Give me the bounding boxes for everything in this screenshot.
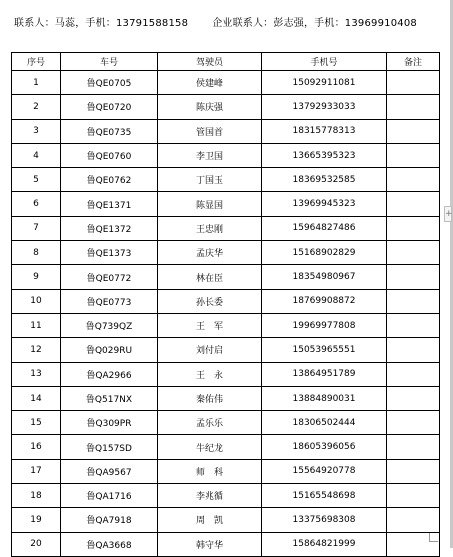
cell-seq: 19 bbox=[12, 508, 61, 532]
contact-label: 联系人：马蕊，手机： bbox=[14, 18, 116, 29]
cell-driver: 孙长委 bbox=[158, 289, 262, 313]
cell-phone: 13665395323 bbox=[262, 143, 387, 167]
cell-driver: 林在臣 bbox=[158, 265, 262, 289]
cell-seq: 7 bbox=[12, 216, 61, 240]
table-row bbox=[12, 241, 440, 265]
cell-note bbox=[387, 143, 440, 167]
table-row bbox=[12, 265, 440, 289]
cell-plate: 鲁QE1372 bbox=[61, 216, 158, 240]
cell-note bbox=[387, 168, 440, 192]
cell-note bbox=[387, 289, 440, 313]
cell-plate: 鲁Q029RU bbox=[61, 338, 158, 362]
cell-phone: 18369532585 bbox=[262, 168, 387, 192]
cell-note bbox=[387, 508, 440, 532]
cell-plate: 鲁QE0760 bbox=[61, 143, 158, 167]
table-row bbox=[12, 143, 440, 167]
cell-plate: 鲁Q739QZ bbox=[61, 313, 158, 337]
table-row bbox=[12, 484, 440, 508]
cell-driver: 周 凯 bbox=[158, 508, 262, 532]
cell-phone: 15564920778 bbox=[262, 459, 387, 483]
table-row bbox=[12, 216, 440, 240]
cell-seq: 11 bbox=[12, 313, 61, 337]
cell-seq: 2 bbox=[12, 95, 61, 119]
cell-phone: 18315778313 bbox=[262, 119, 387, 143]
cell-plate: 鲁QA3668 bbox=[61, 532, 158, 556]
cell-driver: 管国首 bbox=[158, 119, 262, 143]
header-seq: 序号 bbox=[12, 53, 61, 71]
cell-driver: 刘付启 bbox=[158, 338, 262, 362]
cell-seq: 12 bbox=[12, 338, 61, 362]
cell-seq: 5 bbox=[12, 168, 61, 192]
header-note: 备注 bbox=[387, 53, 440, 71]
cell-driver: 王忠刚 bbox=[158, 216, 262, 240]
cell-seq: 9 bbox=[12, 265, 61, 289]
table-row bbox=[12, 71, 440, 95]
company-contact-label: 企业联系人：彭志强，手机： bbox=[212, 18, 345, 29]
header-plate: 车号 bbox=[61, 53, 158, 71]
cell-phone: 18769908872 bbox=[262, 289, 387, 313]
table-row bbox=[12, 411, 440, 435]
cell-phone: 19969977808 bbox=[262, 313, 387, 337]
table-body bbox=[12, 71, 440, 557]
cell-plate: 鲁Q309PR bbox=[61, 411, 158, 435]
cell-note bbox=[387, 484, 440, 508]
cell-driver: 王 永 bbox=[158, 362, 262, 386]
table-row bbox=[12, 459, 440, 483]
cell-plate: 鲁QE0705 bbox=[61, 71, 158, 95]
cell-plate: 鲁QE1371 bbox=[61, 192, 158, 216]
cell-note bbox=[387, 265, 440, 289]
cell-plate: 鲁Q157SD bbox=[61, 435, 158, 459]
cell-note bbox=[387, 435, 440, 459]
header-phone: 手机号 bbox=[262, 53, 387, 71]
cell-seq: 14 bbox=[12, 386, 61, 410]
company-contact-phone: 13969910408 bbox=[344, 18, 417, 29]
cell-phone: 15092911081 bbox=[262, 71, 387, 95]
table-row bbox=[12, 435, 440, 459]
cell-seq: 10 bbox=[12, 289, 61, 313]
cell-note bbox=[387, 459, 440, 483]
cell-phone: 18354980967 bbox=[262, 265, 387, 289]
cell-plate: 鲁QE0773 bbox=[61, 289, 158, 313]
cell-plate: 鲁QE0735 bbox=[61, 119, 158, 143]
cell-driver: 孟乐乐 bbox=[158, 411, 262, 435]
cell-seq: 3 bbox=[12, 119, 61, 143]
cell-driver: 秦佑伟 bbox=[158, 386, 262, 410]
cell-plate: 鲁QE0762 bbox=[61, 168, 158, 192]
cell-seq: 6 bbox=[12, 192, 61, 216]
cell-note bbox=[387, 216, 440, 240]
table-row bbox=[12, 508, 440, 532]
contact-info-line bbox=[14, 16, 444, 32]
cell-plate: 鲁QE0720 bbox=[61, 95, 158, 119]
cell-seq: 15 bbox=[12, 411, 61, 435]
cell-driver: 李卫国 bbox=[158, 143, 262, 167]
cell-note bbox=[387, 119, 440, 143]
table-row bbox=[12, 386, 440, 410]
cell-note bbox=[387, 95, 440, 119]
cell-phone: 15053965551 bbox=[262, 338, 387, 362]
cell-phone: 13969945323 bbox=[262, 192, 387, 216]
cell-driver: 陈显国 bbox=[158, 192, 262, 216]
table-row bbox=[12, 313, 440, 337]
cell-note bbox=[387, 338, 440, 362]
cell-phone: 15165548698 bbox=[262, 484, 387, 508]
cell-seq: 13 bbox=[12, 362, 61, 386]
cell-note bbox=[387, 241, 440, 265]
cell-phone: 13864951789 bbox=[262, 362, 387, 386]
table-row bbox=[12, 532, 440, 556]
cell-driver: 李兆循 bbox=[158, 484, 262, 508]
cell-plate: 鲁QA2966 bbox=[61, 362, 158, 386]
cell-phone: 13884890031 bbox=[262, 386, 387, 410]
cell-note bbox=[387, 313, 440, 337]
cell-driver: 陈庆强 bbox=[158, 95, 262, 119]
cell-driver: 韩守华 bbox=[158, 532, 262, 556]
cell-phone: 13792933033 bbox=[262, 95, 387, 119]
header-driver: 驾驶员 bbox=[158, 53, 262, 71]
table-row bbox=[12, 95, 440, 119]
cell-seq: 20 bbox=[12, 532, 61, 556]
cell-seq: 18 bbox=[12, 484, 61, 508]
driver-roster-table bbox=[11, 52, 440, 557]
table-row bbox=[12, 192, 440, 216]
cell-phone: 15864821999 bbox=[262, 532, 387, 556]
cell-plate: 鲁QE1373 bbox=[61, 241, 158, 265]
table-row bbox=[12, 119, 440, 143]
cell-note bbox=[387, 192, 440, 216]
cell-phone: 18605396056 bbox=[262, 435, 387, 459]
cell-note bbox=[387, 71, 440, 95]
cell-seq: 8 bbox=[12, 241, 61, 265]
table-row bbox=[12, 289, 440, 313]
cell-phone: 15168902829 bbox=[262, 241, 387, 265]
cell-driver: 王 军 bbox=[158, 313, 262, 337]
cell-driver: 牛纪龙 bbox=[158, 435, 262, 459]
cell-phone: 15964827486 bbox=[262, 216, 387, 240]
table-header-row bbox=[12, 53, 440, 71]
cell-note bbox=[387, 386, 440, 410]
table-row bbox=[12, 168, 440, 192]
cell-phone: 13375698308 bbox=[262, 508, 387, 532]
cell-driver: 丁国玉 bbox=[158, 168, 262, 192]
cell-seq: 1 bbox=[12, 71, 61, 95]
cell-note bbox=[387, 411, 440, 435]
expand-handle-icon[interactable]: + bbox=[444, 206, 452, 222]
cell-plate: 鲁QA7918 bbox=[61, 508, 158, 532]
table-row bbox=[12, 362, 440, 386]
cell-phone: 18306502444 bbox=[262, 411, 387, 435]
cell-plate: 鲁QE0772 bbox=[61, 265, 158, 289]
cell-seq: 17 bbox=[12, 459, 61, 483]
cell-plate: 鲁Q517NX bbox=[61, 386, 158, 410]
cell-driver: 师 科 bbox=[158, 459, 262, 483]
cell-seq: 16 bbox=[12, 435, 61, 459]
cell-seq: 4 bbox=[12, 143, 61, 167]
contact-phone: 13791588158 bbox=[116, 18, 189, 29]
cell-plate: 鲁QA1716 bbox=[61, 484, 158, 508]
cell-plate: 鲁QA9567 bbox=[61, 459, 158, 483]
cell-driver: 孟庆华 bbox=[158, 241, 262, 265]
cell-note bbox=[387, 362, 440, 386]
cell-driver: 侯建峰 bbox=[158, 71, 262, 95]
table-row bbox=[12, 338, 440, 362]
page-corner-mark bbox=[429, 533, 438, 542]
